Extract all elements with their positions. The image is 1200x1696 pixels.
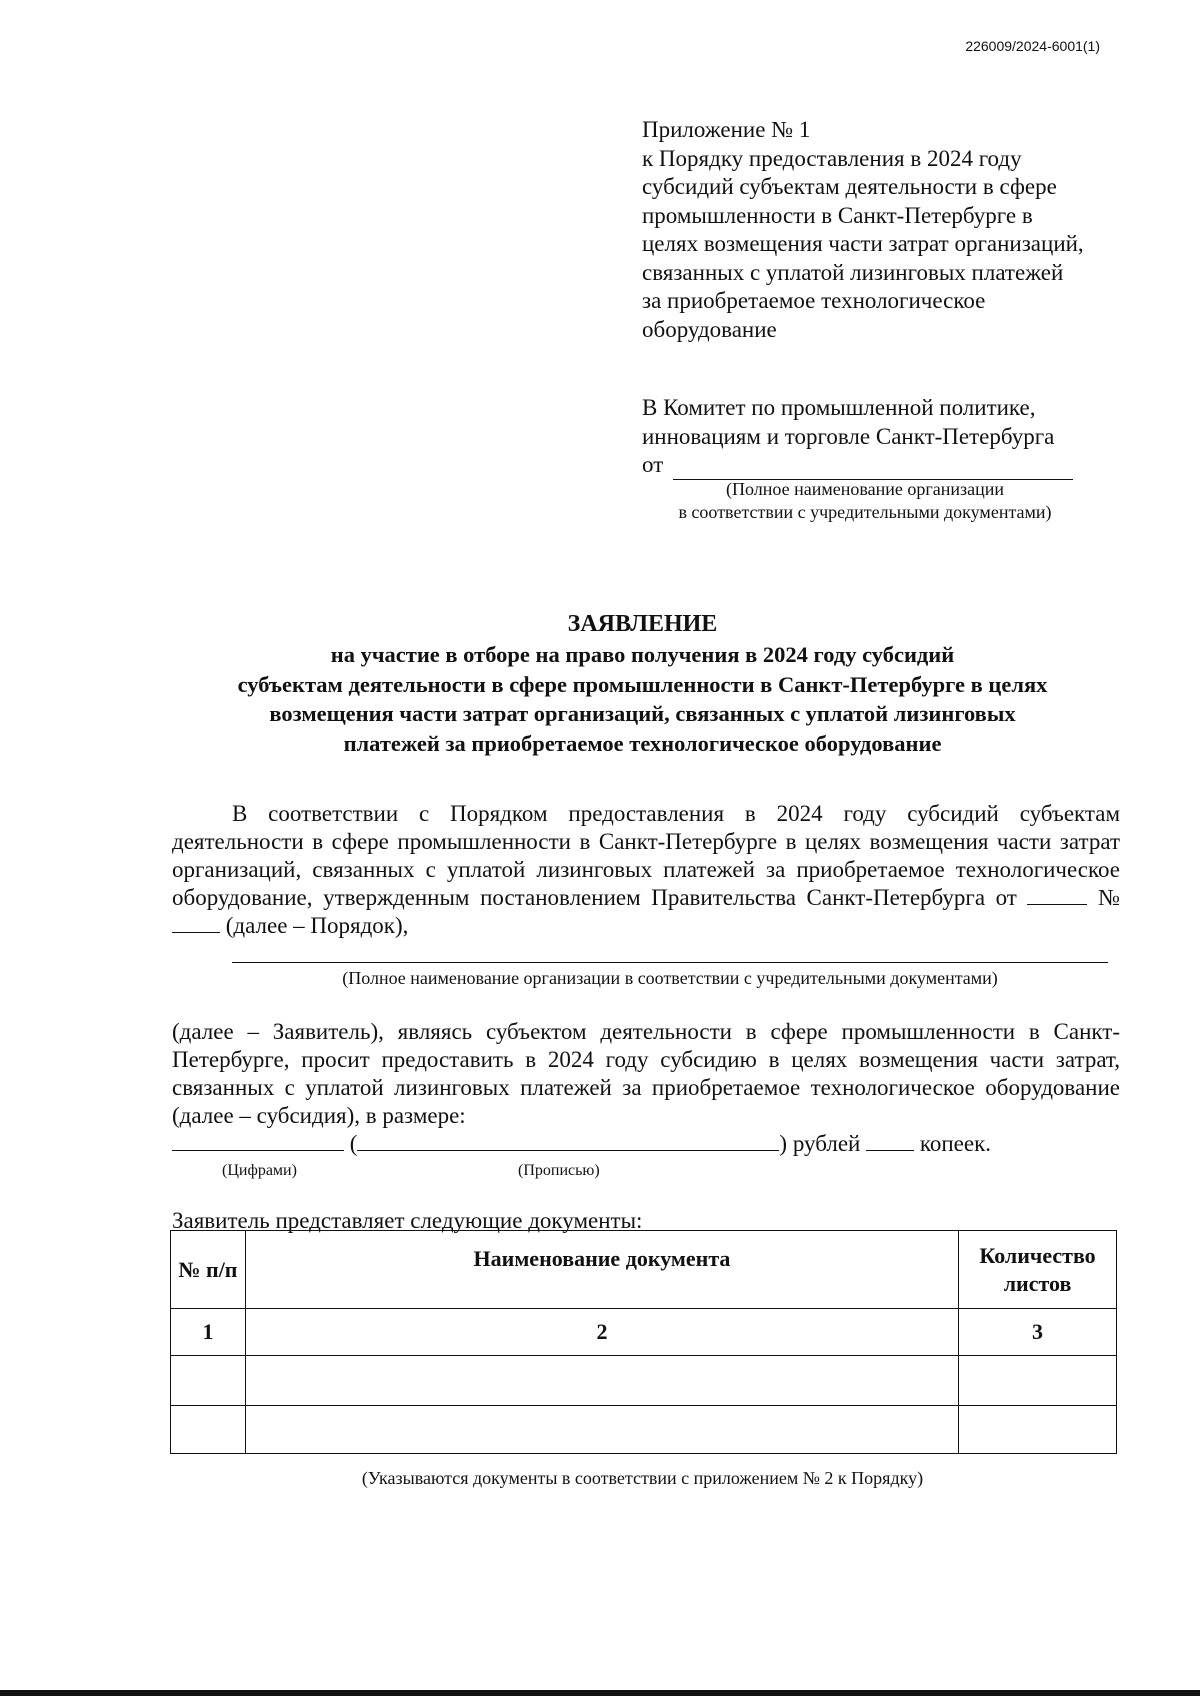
amount-words-label: (Прописью) [518,1162,600,1179]
appendix-block [642,116,1122,344]
documents-intro: Заявитель представляет следующие документы: [172,1208,643,1233]
amount-digits-field[interactable] [172,1130,344,1151]
applicant-name-field[interactable] [673,457,1073,480]
statement-subtitle-line: на участие в отборе на право получения в 2024 году субсидий [330,642,955,667]
document-registration-number: 226009/2024-6001(1) [965,38,1100,54]
request-paragraph: (далее – Заявитель), являясь субъектом деятельности в сфере промышленности в Санкт-Петербурге, просит предоставить в 2024 году субсидию в целях возмещения части затрат, связанных с уплатой лизинговых платежей за приобретаемое технологическое оборудование (далее – субсидия), в размере: [172,1019,1120,1128]
amount-line [172,1130,991,1157]
organization-name-note: (Полное наименование организации в соответствии с учредительными документами) [342,968,998,988]
intro-paragraph [172,800,1120,940]
table-row [171,1356,1117,1406]
addressee-block [642,394,1122,480]
number-sign: № [1098,885,1121,910]
appendix-line: субсидий субъектам деятельности в сфере [642,174,1057,199]
decree-date-field[interactable] [1027,886,1087,905]
from-label: от [642,452,664,477]
statement-subtitle-line: субъектам деятельности в сфере промышленности в Санкт-Петербурге в целях [237,671,1048,697]
statement-title: ЗАЯВЛЕНИЕ [567,611,718,637]
table-cell[interactable] [171,1406,246,1454]
addressee-line-2: инновациям и торговле Санкт-Петербурга [642,423,1055,449]
rubles-label: ) рублей [779,1131,861,1156]
addressee-note-line-2: в соответствии с учредительными документами) [678,502,1052,522]
appendix-line: связанных с уплатой лизинговых платежей [642,259,1064,285]
table-cell[interactable] [959,1356,1117,1406]
table-cell[interactable] [245,1356,958,1406]
kopecks-label: копеек. [919,1131,992,1156]
table-cell[interactable] [959,1406,1117,1454]
scan-border-bottom [0,1690,1200,1696]
amount-digits-label: (Цифрами) [222,1162,297,1179]
table-cell[interactable] [245,1406,958,1454]
addressee-note-line-1: (Полное наименование организации [726,479,1004,499]
numbering-cell: 3 [959,1309,1117,1356]
appendix-line: целях возмещения части затрат организаций, [642,231,1084,256]
documents-table [170,1230,1117,1454]
numbering-cell: 1 [171,1309,246,1356]
intro-text: В соответствии с Порядком предоставления в 2024 году субсидий субъектам деятельности в сфере промышленности в Санкт-Петербурге в целях возмещения части затрат организаций, связанных с уплатой лизинговых платежей за приобретаемое технологическое оборудование, утвержденным постановлением Правительства Санкт-Петербурга от [172,801,1120,910]
kopecks-field[interactable] [866,1130,914,1151]
intro-tail: (далее – Порядок), [225,913,409,938]
from-line [642,451,1122,480]
statement-subtitle-line: платежей за приобретаемое технологическое оборудование [343,730,942,756]
addressee-line-1: В Комитет по промышленной политике, [642,395,1036,420]
table-cell[interactable] [171,1356,246,1406]
appendix-line: промышленности в Санкт-Петербурге в [642,202,1033,228]
appendix-line: за приобретаемое технологическое [642,288,986,313]
appendix-line: оборудование [642,316,777,342]
amount-open-paren: ( [349,1131,358,1156]
appendix-line: к Порядку предоставления в 2024 году [642,145,1022,171]
statement-title-block [140,608,1145,758]
header-document-name: Наименование документа [245,1231,958,1309]
table-numbering-row [171,1309,1117,1356]
table-header-row [171,1231,1117,1309]
numbering-cell: 2 [245,1309,958,1356]
appendix-title: Приложение № 1 [642,117,811,142]
addressee-note [640,478,1090,524]
decree-number-field[interactable] [172,914,220,933]
header-number: № п/п [171,1231,246,1309]
statement-subtitle-line: возмещения части затрат организаций, связанных с уплатой лизинговых [269,701,1016,726]
table-row [171,1406,1117,1454]
header-sheet-count: Количество листов [959,1231,1117,1309]
amount-words-field[interactable] [357,1130,779,1151]
organization-name-field[interactable] [232,962,1108,963]
table-footnote: (Указываются документы в соответствии с приложением № 2 к Порядку) [361,1468,924,1488]
